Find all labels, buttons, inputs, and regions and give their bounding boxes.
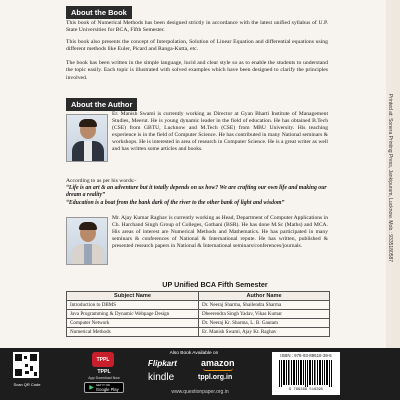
author-quote-2: “Education is a boat from the bank dark of the river to the other bank of light and wisdom”: [66, 200, 285, 206]
tppl-name: TPPL: [97, 369, 111, 375]
amazon-logo[interactable]: amazon: [201, 358, 235, 368]
column-header-subject: Subject Name: [67, 292, 199, 301]
author-2-photo: [66, 217, 108, 265]
google-play-label: Google Play: [95, 386, 119, 392]
qr-code-icon[interactable]: [13, 352, 39, 378]
about-book-para-1: This book of Numerical Methods has been designed strictly in accordance with the latest unified syllabus of U.P. State Universities for BCA, Fifth Semester.: [66, 20, 328, 34]
author-1-photo: [66, 114, 108, 162]
google-play-prefix: GET IT ON: [95, 382, 110, 387]
website-link-questionpaper[interactable]: www.questionpaper.org.in: [171, 389, 229, 395]
flipkart-logo[interactable]: Flipkart: [148, 359, 177, 368]
about-book-para-3: The book has been written in the simple language, lucid and clear style so as to enable the students to understand the topic easily. Each topic is illustrated with solved examples which have been designed to clarify the principles involved.: [66, 60, 328, 81]
author-cell: Dr. Neeraj Sharma, Shailendra Sharma: [199, 301, 330, 310]
quote-intro: According to as per his words:-: [66, 178, 137, 184]
table-header-row: [67, 292, 330, 301]
qr-code-label: Scan QR Code: [13, 382, 41, 387]
barcode-digits: 9 789389 516395: [288, 388, 324, 392]
website-link-tppl[interactable]: tppl.org.in: [198, 374, 233, 381]
google-play-badge[interactable]: [84, 382, 124, 393]
tppl-logo: TPPL: [92, 352, 114, 367]
table-row: [67, 328, 330, 337]
subject-cell: Introduction to DBMS: [67, 301, 199, 310]
author-cell: Dr. Neeraj Kr. Sharma, L. B. Gautam: [199, 319, 330, 328]
also-available-label: Also Book Available on: [169, 351, 219, 356]
barcode-icon: [278, 360, 334, 387]
subjects-table-title: UP Unified BCA Fifth Semester: [162, 280, 268, 289]
isbn-number: ISBN : 978-93-89516-39-5: [280, 353, 332, 358]
about-author-heading: About the Author: [66, 98, 137, 111]
subject-cell: Computer Network: [67, 319, 199, 328]
author-2-bio: Mr. Ajay Kumar Raghav is currently working as Head, Department of Computer Applications in Ch. Harchand Singh Group of Colleges, Gothani (BSR). He has done M.Sc (Maths) and MCA. His areas of interest are Numerical Methods and Mathematics. He has participated in many seminars & conferences of National & International repute. He has written, published & presented research papers in National & International seminars/conferences/journals.: [112, 215, 328, 250]
author-quote-1: “Life is an art & an adventure but it totally depends on us how? We are crafting our own life and making our dream a reality”: [66, 185, 327, 199]
amazon-smile-icon: [203, 368, 233, 371]
author-cell: Dheerendra Singh Yadav, Vikas Kumar: [199, 310, 330, 319]
author-cell: Er. Manish Swami, Ajay Kr. Raghav: [199, 328, 330, 337]
subject-cell: Numerical Methods: [67, 328, 199, 337]
kindle-logo[interactable]: kindle: [148, 372, 175, 383]
table-row: [67, 301, 330, 310]
author-1-bio: Er. Manish Swami is currently working as Director at Gyan Bharti Institute of Management Studies, Meerut. He is young dynamic leader in the field of education. He has obtained B.Tech (CSE) from GBTU, Lucknow and M.Tech (CSE) from MBU University. His teaching experience is in the field of Computer Science. He has contributed in many National seminars & workshops. He is interested in area of research in Computer Science. He is a great writer as well and has written some articles and books.: [112, 111, 328, 153]
about-book-heading: About the Book: [66, 6, 132, 19]
google-play-icon: ▶: [89, 385, 94, 391]
printer-side-strip: [386, 0, 400, 350]
app-download-label: App Download Now: [88, 376, 120, 380]
printer-info: Printed at: Sonera Printing Press, Jankipuram, Lucknow. Mob.: 9335180587: [387, 93, 393, 263]
subjects-table: [66, 291, 330, 337]
table-row: [67, 319, 330, 328]
about-book-para-2: This book also presents the concept of Interpolation, Solution of Linear Equation and differential equations using different methods like Euler, Picard and Ranga-Kutta, etc.: [66, 39, 328, 53]
column-header-author: Author Name: [199, 292, 330, 301]
table-row: [67, 310, 330, 319]
subject-cell: Java Programming & Dynamic Webpage Design: [67, 310, 199, 319]
